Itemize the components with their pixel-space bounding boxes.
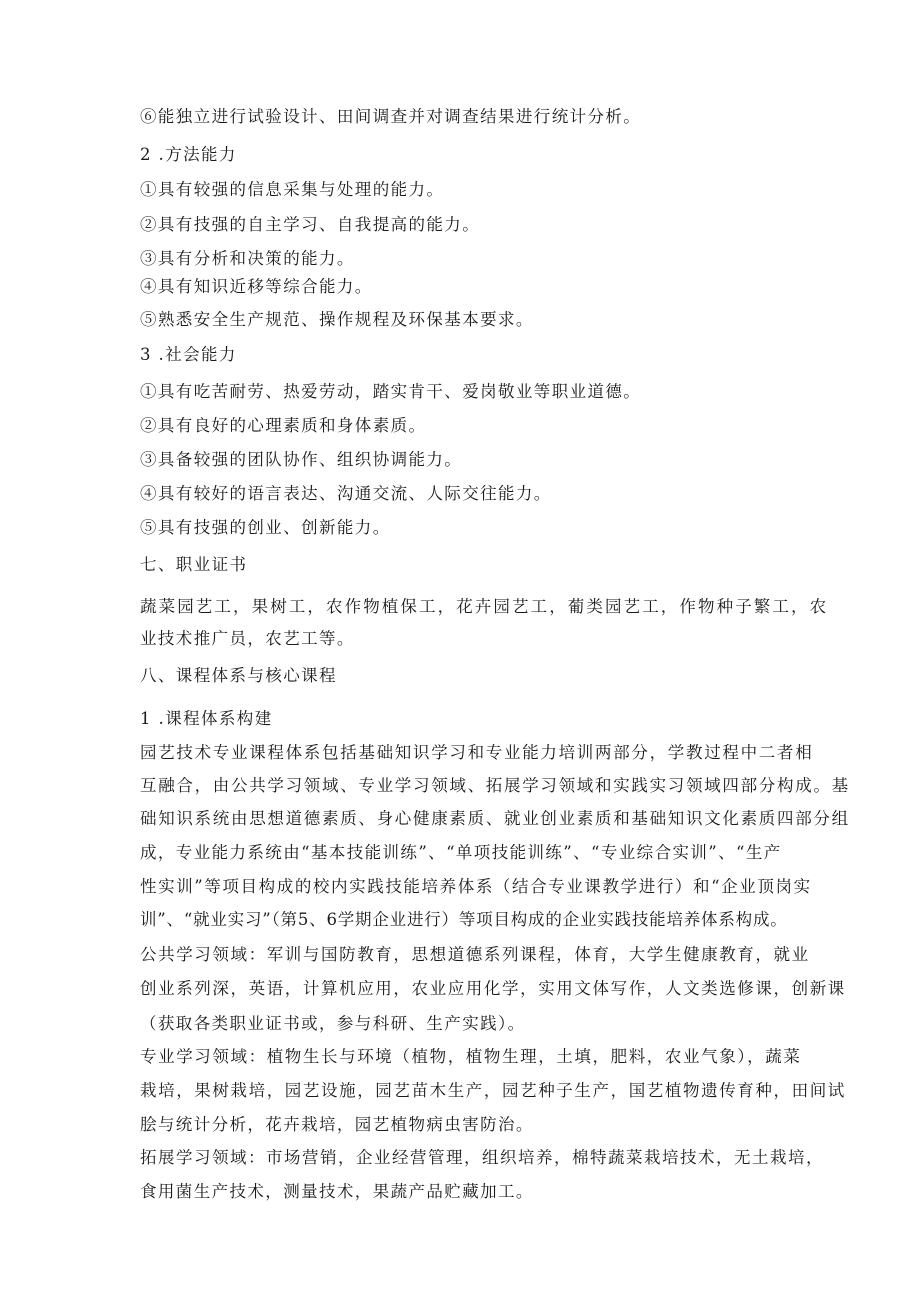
section-heading-certificates: 七、职业证书 — [140, 555, 248, 574]
paragraph-public-domain-line-1: 公共学习领域：军训与国防教育，思想道德系列课程，体育，大学生健康教育，就业 — [140, 945, 810, 964]
paragraph-professional-domain-line-3: 脍与统计分析，花卉栽培，园艺植物病虫害防治。 — [140, 1115, 534, 1134]
method-item-3: ③具有分析和决策的能力。 — [140, 249, 355, 268]
section-heading-curriculum: 八、课程体系与核心课程 — [140, 666, 337, 685]
paragraph-public-domain-line-3: （获取各类职业证书或，参与科研、生产实践）。 — [140, 1014, 526, 1033]
social-item-2: ②具有良好的心理素质和身体素质。 — [140, 416, 427, 435]
method-item-5: ⑤熟悉安全生产规范、操作规程及环保基本要求。 — [140, 310, 534, 329]
social-item-4: ④具有较好的语言表达、沟通交流、人际交往能力。 — [140, 484, 552, 503]
paragraph-extension-domain-line-1: 拓展学习领域：市场营销，企业经营管理，组织培养，棉特蔬菜栽培技术，无土栽培， — [140, 1148, 824, 1167]
certificates-text-line-1: 蔬菜园艺工，果树工，农作物植保工，花卉园艺工，葡类园艺工，作物种子繁工，农 — [140, 597, 829, 616]
paragraph-professional-domain-line-1: 专业学习领域：植物生长与环境（植物，植物生理，土填，肥料，农业气象），蔬菜 — [140, 1047, 802, 1066]
method-item-4: ④具有知识近移等综合能力。 — [140, 277, 373, 296]
paragraph-professional-domain-line-2: 栽培，果树栽培，园艺设施，园艺苗木生产，园艺种子生产，国艺植物遗传育种，田间试 — [140, 1081, 846, 1100]
method-item-2: ②具有技强的自主学习、自我提高的能力。 — [140, 215, 481, 234]
paragraph-curriculum-line-6: 训”、“就业实习”（第5、6学期企业进行）等项目构成的企业实践技能培养体系构成。 — [140, 910, 788, 929]
paragraph-curriculum-line-3: 础知识系统由思想道德素质、身心健康素质、就业创业素质和基础知识文化素质四部分组 — [140, 809, 850, 828]
paragraph-extension-domain-line-2: 食用菌生产技术，测量技术，果蔬产品贮藏加工。 — [140, 1182, 534, 1201]
section-heading-method-ability: 2 .方法能力 — [140, 145, 237, 164]
paragraph-curriculum-line-2: 互融合，由公共学习领域、专业学习领域、拓展学习领域和实践实习领域四部分构成。基 — [140, 776, 850, 795]
certificates-text-line-2: 业技术推广员，农艺工等。 — [140, 629, 355, 648]
social-item-1: ①具有吃苦耐劳、热爱劳动，踏实肯干、爱岗敬业等职业道德。 — [140, 382, 642, 401]
ability-item-6: ⑥能独立进行试验设计、田间调查并对调查结果进行统计分析。 — [140, 107, 642, 126]
paragraph-curriculum-line-5: 性实训”等项目构成的校内实践技能培养体系（结合专业课教学进行）和“企业顶岗实 — [140, 877, 812, 896]
paragraph-curriculum-line-1: 园艺技术专业课程体系包括基础知识学习和专业能力培训两部分，学教过程中二者相 — [140, 743, 814, 762]
paragraph-public-domain-line-2: 创业系列深，英语，计算机应用，农业应用化学，实用文体写作，人文类选修课，创新课 — [140, 979, 846, 998]
method-item-1: ①具有较强的信息采集与处理的能力。 — [140, 180, 445, 199]
section-heading-social-ability: 3 .社会能力 — [140, 345, 237, 364]
paragraph-curriculum-line-4: 成，专业能力系统由“基本技能训练”、“单项技能训练”、“专业综合实训”、“生产 — [140, 843, 782, 862]
social-item-5: ⑤具有技强的创业、创新能力。 — [140, 518, 391, 537]
subheading-curriculum-construction: 1 .课程体系构建 — [140, 709, 273, 728]
social-item-3: ③具备较强的团队协作、组织协调能力。 — [140, 450, 463, 469]
